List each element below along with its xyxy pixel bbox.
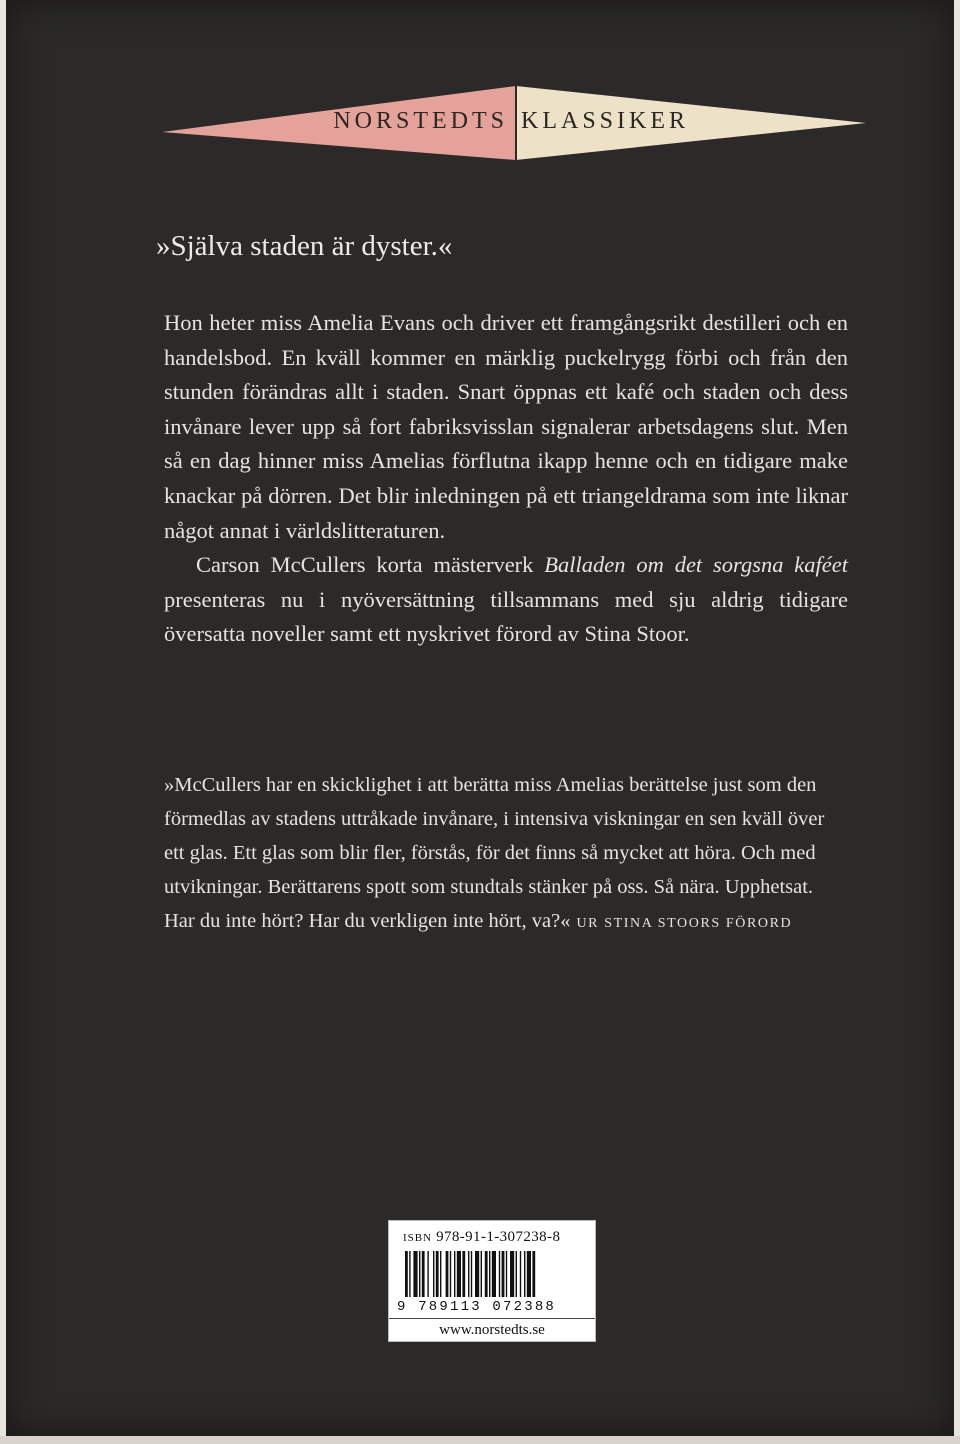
banner-publisher: NORSTEDTS xyxy=(333,108,508,134)
blurb-paragraph-2 xyxy=(164,548,848,652)
back-cover xyxy=(6,0,954,1436)
blurb xyxy=(164,306,848,652)
publisher-url: www.norstedts.se xyxy=(439,1322,545,1338)
tagline: »Själva staden är dyster.« xyxy=(156,230,453,262)
blurb-p2-after: presenteras nu i nyöversättning tillsammans med sju aldrig tidigare översatta noveller samt ett nyskrivet förord av Stina Stoor. xyxy=(164,586,848,647)
cover-edge xyxy=(0,1436,960,1444)
book-title: Balladen om det sorgsna kaféet xyxy=(544,552,848,578)
barcode-box xyxy=(388,1220,596,1342)
barcode-divider xyxy=(389,1318,595,1319)
barcode-image xyxy=(403,1251,581,1299)
quote-source: UR STINA STOORS FÖRORD xyxy=(576,916,793,931)
banner-series: KLASSIKER xyxy=(521,108,690,134)
banner-shape xyxy=(162,86,866,160)
barcode-digits: 9 789113 072388 xyxy=(397,1299,557,1315)
quote-text: »McCullers har en skicklighet i att berätta miss Amelias berättelse just som den förmedlas av stadens uttråkade invånare, i intensiva viskningar en sen kväll över ett glas. Ett glas som blir fler, förstås, för det finns så mycket att höra. Och med utvikningar. Berättarens spott som stundtals stänker på oss. Så nära. Upphetsat. Har du inte hört? Har du verkligen inte hört, va?« xyxy=(164,774,825,932)
isbn-number: 978-91-1-307238-8 xyxy=(436,1229,561,1245)
foreword-quote xyxy=(164,768,848,941)
isbn-line xyxy=(403,1229,560,1246)
blurb-paragraph-1: Hon heter miss Amelia Evans och driver ett framgångsrikt destilleri och en handelsbod. En kväll kommer en märklig puckelrygg förbi och från den stunden förändras allt i staden. Snart öppnas ett kafé och staden och dess invånare lever upp så fort fabriksvisslan signalerar arbetsdagens slut. Men så en dag hinner miss Amelias förflutna ikapp henne och en tidigare make knackar på dörren. Det blir inledningen på ett triangeldrama som inte liknar något annat i världslitteraturen. xyxy=(164,310,848,543)
blurb-p2-before: Carson McCullers korta mästerverk xyxy=(196,552,545,578)
series-banner xyxy=(162,86,866,160)
isbn-label: ISBN xyxy=(403,1232,433,1244)
